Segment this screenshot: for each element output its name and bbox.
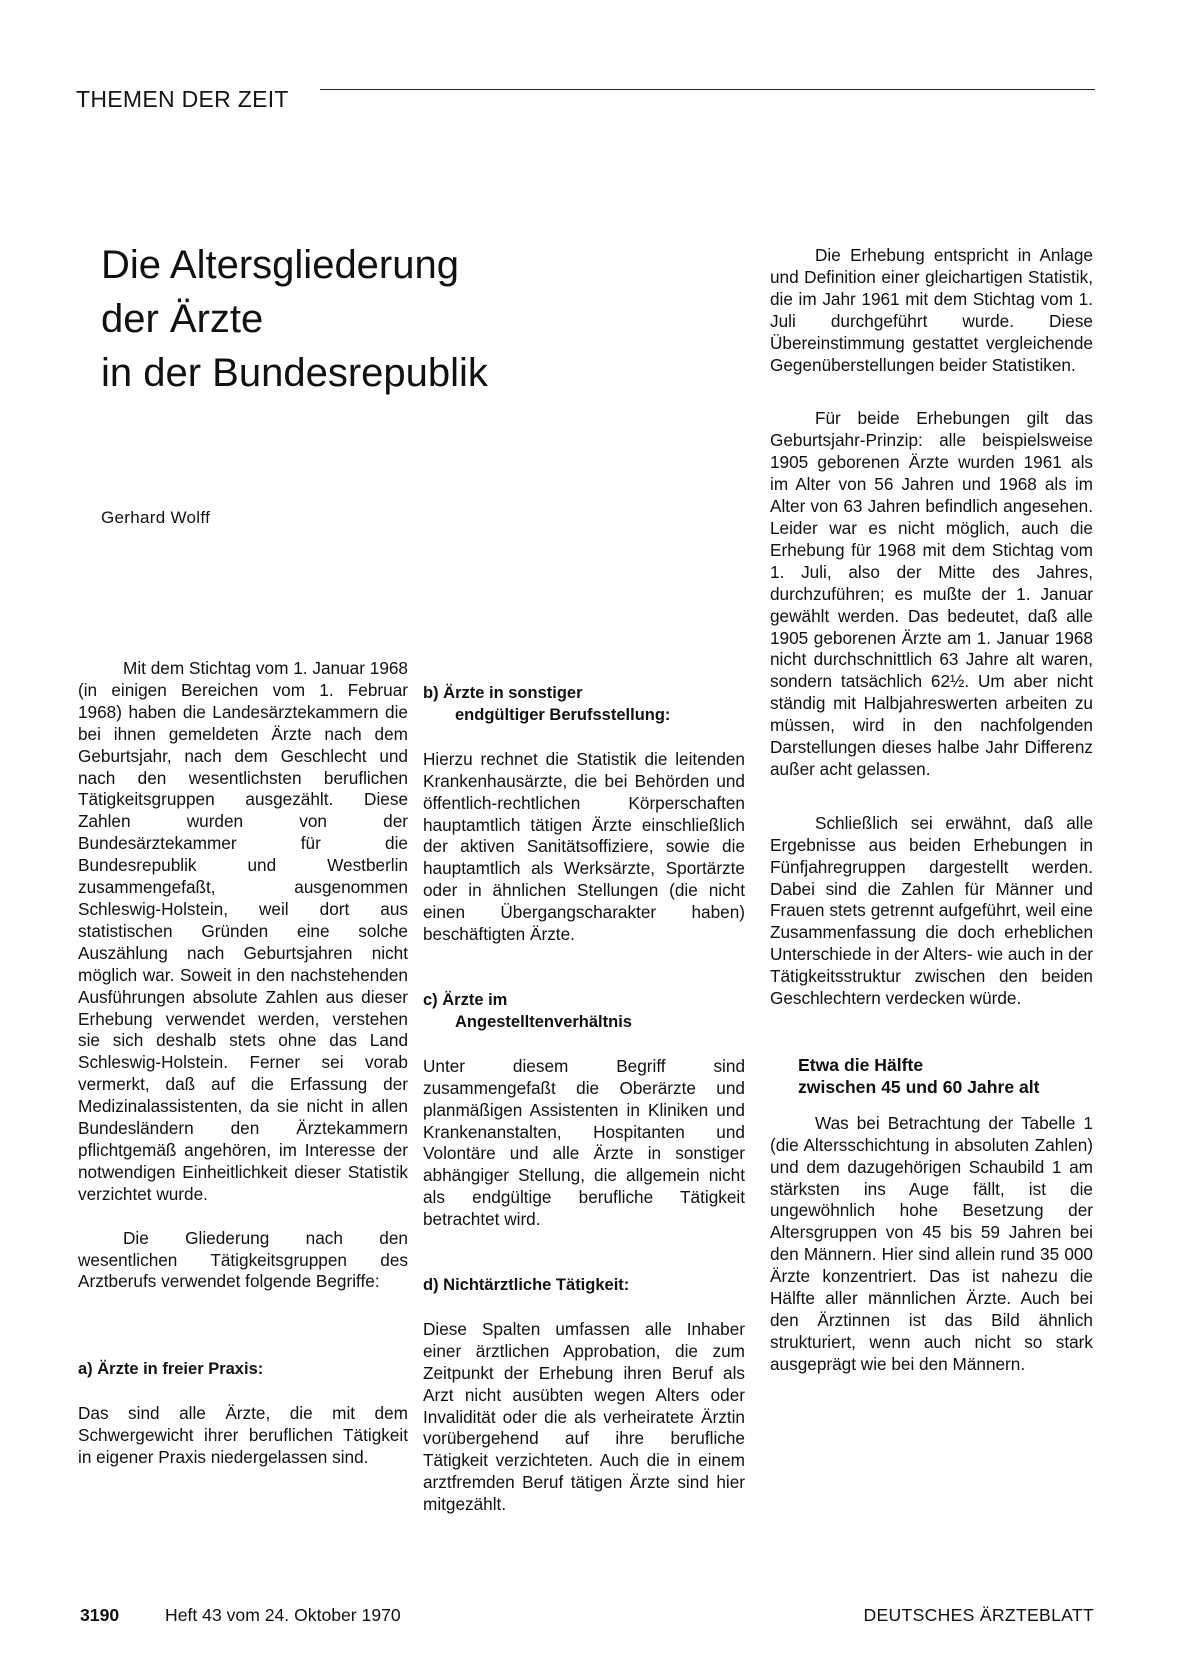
subheading-c-line-1: c) Ärzte im xyxy=(423,990,508,1009)
column-1 xyxy=(78,658,408,1469)
subheading-c xyxy=(423,990,745,1034)
title-line-1: Die Altersgliederung xyxy=(101,243,459,287)
title-line-2: der Ärzte xyxy=(101,297,264,341)
column-2 xyxy=(423,683,745,1516)
paragraph: Unter diesem Begriff sind zusammengefaßt die Oberärzte und planmäßigen Assistenten in Kliniken und Krankenanstalten, Hospitanten und Volontäre und alle Ärzte in sonstiger abhängiger Stellung, die allgemein nicht als endgültige berufliche Tätigkeit betrachtet wird. xyxy=(423,1055,745,1230)
paragraph: Was bei Betrachtung der Tabelle 1 (die Altersschichtung in absoluten Zahlen) und dem dazugehörigen Schaubild 1 am stärksten ins Auge fällt, ist die ungewöhnlich hohe Besetzung der Altersgruppen von 45 bis 59 Jahren bei den Männern. Hier sind allein rund 35 000 Ärzte konzentriert. Das ist nahezu die Hälfte aller männlichen Ärzte. Auch bei den Ärztinnen ist das Bild ähnlich strukturiert, wenn auch nicht so stark ausgeprägt wie bei den Männern. xyxy=(770,1112,1093,1374)
paragraph: Für beide Erhebungen gilt das Geburtsjahr-Prinzip: alle beispielsweise 1905 geborenen Ärzte wurden 1961 als im Alter von 56 Jahren und 1968 als im Alter von 63 Jahren befindlich angesehen. Leider war es nicht möglich, auch die Erhebung für 1968 mit dem Stichtag vom 1. Juli, also der Mitte des Jahres, durchzuführen; es mußte der 1. Januar gewählt werden. Das bedeutet, daß alle 1905 geborenen Ärzte am 1. Januar 1968 nicht durchschnittlich 63 Jahre alt waren, sondern tatsächlich 62½. Um aber nicht ständig mit Halbjahreswerten arbeiten zu müssen, wird in den nachfolgenden Darstellungen dieses halbe Jahr Differenz außer acht gelassen. xyxy=(770,408,1093,779)
section-heading-line-1: Etwa die Hälfte xyxy=(798,1055,924,1075)
section-label: THEMEN DER ZEIT xyxy=(76,86,289,112)
subheading-d: d) Nichtärztliche Tätigkeit: xyxy=(423,1276,630,1295)
issue-info: Heft 43 vom 24. Oktober 1970 xyxy=(165,1605,401,1625)
title-line-3: in der Bundesrepublik xyxy=(101,351,488,395)
column-3 xyxy=(770,245,1093,1376)
subheading-a: a) Ärzte in freier Praxis: xyxy=(78,1360,264,1379)
subheading-b-line-2: endgültiger Berufsstellung: xyxy=(455,705,671,724)
section-heading xyxy=(770,1054,1093,1099)
subheading-c-line-2: Angestelltenverhältnis xyxy=(455,1012,632,1031)
paragraph: Schließlich sei erwähnt, daß alle Ergebnisse aus beiden Erhebungen in Fünfjahregruppen dargestellt werden. Dabei sind die Zahlen für Männer und Frauen stets getrennt aufgeführt, weil eine Zusammenfassung die doch erheblichen Unterschiede in der Alters- wie auch in der Tätigkeitsstruktur zwischen den beiden Geschlechtern verdecken würde. xyxy=(770,812,1093,1009)
paragraph: Mit dem Stichtag vom 1. Januar 1968 (in einigen Bereichen vom 1. Februar 1968) haben die Landesärztekammern die bei ihnen gemeldeten Ärzte nach dem Geburtsjahr, nach dem Geschlecht und nach den wesentlichsten beruflichen Tätigkeitsgruppen ausgezählt. Diese Zahlen wurden von der Bundesärztekammer für die Bundesrepublik und Westberlin zusammengefaßt, ausgenommen Schleswig-Holstein, weil dort aus statistischen Gründen eine solche Auszählung nach Geburtsjahren nicht möglich war. Soweit in den nachstehenden Ausführungen absolute Zahlen aus dieser Erhebung verwendet werden, verstehen sie sich deshalb stets ohne das Land Schleswig-Holstein. Ferner sei vorab vermerkt, daß auf die Erfassung der Medizinalassistenten, da sie nicht in allen Bundesländern den Ärztekammern pflichtgemäß angehören, im Interesse der notwendigen Einheitlichkeit dieser Statistik verzichtet wurde. xyxy=(78,658,408,1204)
subheading-b xyxy=(423,683,745,727)
header-rule xyxy=(320,89,1095,90)
paragraph: Hierzu rechnet die Statistik die leitenden Krankenhausärzte, die bei Behörden und öffentlich-rechtlichen Körperschaften hauptamtlich tätigen Ärzte einschließlich der aktiven Sanitätsoffiziere, sowie die hauptamtlich als Werksärzte, Sportärzte oder in ähnlichen Stellungen (die nicht einen Übergangscharakter haben) beschäftigten Ärzte. xyxy=(423,748,745,945)
journal-name: DEUTSCHES ÄRZTEBLATT xyxy=(863,1605,1094,1625)
paragraph: Die Erhebung entspricht in Anlage und Definition einer gleichartigen Statistik, die im Jahr 1961 mit dem Stichtag vom 1. Juli durchgeführt wurde. Diese Übereinstimmung gestattet vergleichende Gegenüberstellungen beider Statistiken. xyxy=(770,245,1093,375)
paragraph: Die Gliederung nach den wesentlichen Tätigkeitsgruppen des Arztberufs verwendet folgende Begriffe: xyxy=(78,1227,408,1292)
subheading-b-line-1: b) Ärzte in sonstiger xyxy=(423,684,583,702)
article-title xyxy=(101,238,661,400)
paragraph: Das sind alle Ärzte, die mit dem Schwergewicht ihrer beruflichen Tätigkeit in eigener Praxis niedergelassen sind. xyxy=(78,1403,408,1468)
page-number: 3190 xyxy=(80,1605,120,1625)
paragraph: Diese Spalten umfassen alle Inhaber einer ärztlichen Approbation, die zum Zeitpunkt der Erhebung ihren Beruf als Arzt nicht ausübten wegen Alters oder Invalidität oder die als verheiratete Ärztin vorübergehend auf ihre berufliche Tätigkeit verzichteten. Auch die in einem arztfremden Beruf tätigen Ärzte sind hier mitgezählt. xyxy=(423,1318,745,1515)
section-heading-line-2: zwischen 45 und 60 Jahre alt xyxy=(798,1077,1040,1098)
author: Gerhard Wolff xyxy=(101,508,211,527)
